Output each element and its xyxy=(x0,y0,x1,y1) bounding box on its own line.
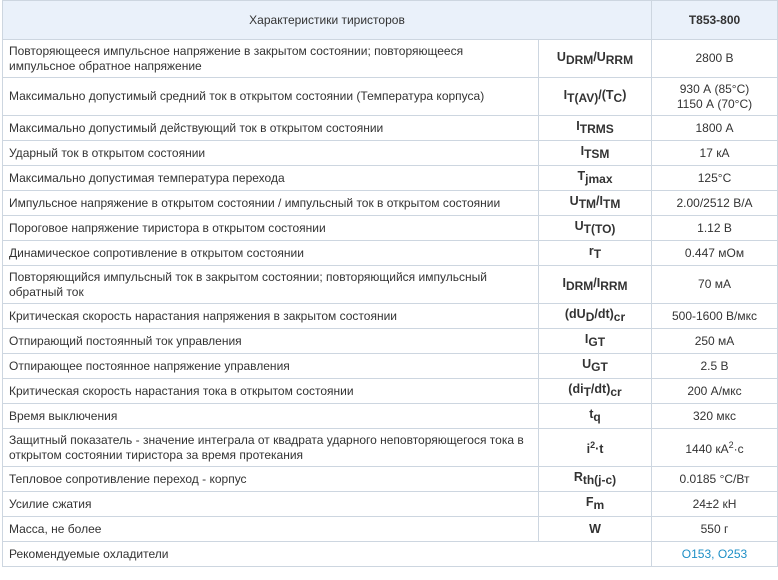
param-symbol: UT(TO) xyxy=(539,216,652,241)
param-name: Критическая скорость нарастания напряжения в закрытом состоянии xyxy=(3,304,539,329)
param-name: Максимально допустимая температура перехода xyxy=(3,166,539,191)
param-symbol: ITSM xyxy=(539,141,652,166)
table-row xyxy=(3,141,778,166)
param-symbol: Fm xyxy=(539,492,652,517)
coolers-label: Рекомендуемые охладители xyxy=(3,542,652,567)
table-row xyxy=(3,78,778,116)
param-symbol: UDRM/URRM xyxy=(539,40,652,78)
param-value: 1440 $кА^2\cdot с$ xyxy=(652,429,778,467)
param-symbol: $i^2\cdot t$ xyxy=(539,429,652,467)
param-symbol: (dUD/dt)cr xyxy=(539,304,652,329)
table-row xyxy=(3,379,778,404)
table-row xyxy=(3,354,778,379)
table-row xyxy=(3,329,778,354)
param-value: 250 мА xyxy=(652,329,778,354)
param-name: Пороговое напряжение тиристора в открытом состоянии xyxy=(3,216,539,241)
table-row xyxy=(3,241,778,266)
param-symbol: ITRMS xyxy=(539,116,652,141)
param-value: 0.447 мОм xyxy=(652,241,778,266)
param-symbol: UGT xyxy=(539,354,652,379)
param-value: 500-1600 В/мкс xyxy=(652,304,778,329)
param-symbol: IGT xyxy=(539,329,652,354)
param-symbol: Tjmax xyxy=(539,166,652,191)
param-name: Повторяющееся импульсное напряжение в закрытом состоянии; повторяющееся импульсное обратное напряжение xyxy=(3,40,539,78)
param-symbol: (diT/dt)cr xyxy=(539,379,652,404)
table-row xyxy=(3,166,778,191)
param-value: 70 мА xyxy=(652,266,778,304)
table-row xyxy=(3,191,778,216)
param-value: 2.00/2512 В/А xyxy=(652,191,778,216)
cooler-link-o153[interactable]: О153 xyxy=(681,546,712,561)
param-name: Усилие сжатия xyxy=(3,492,539,517)
param-name: Максимально допустимый действующий ток в открытом состоянии xyxy=(3,116,539,141)
param-name: Динамическое сопротивление в открытом состоянии xyxy=(3,241,539,266)
table-row xyxy=(3,266,778,304)
table-row xyxy=(3,40,778,78)
param-name: Максимально допустимый средний ток в открытом состоянии (Температура корпуса) xyxy=(3,78,539,116)
param-symbol: tq xyxy=(539,404,652,429)
table-header-row xyxy=(3,1,778,40)
param-name: Тепловое сопротивление переход - корпус xyxy=(3,467,539,492)
param-value: 1.12 В xyxy=(652,216,778,241)
param-value: 17 кА xyxy=(652,141,778,166)
table-row xyxy=(3,216,778,241)
param-value: 200 А/мкс xyxy=(652,379,778,404)
table-row xyxy=(3,467,778,492)
param-name: Повторяющийся импульсный ток в закрытом состоянии; повторяющийся импульсный обратный ток xyxy=(3,266,539,304)
cooler-link-o253[interactable]: О253 xyxy=(717,546,748,561)
param-name: Масса, не более xyxy=(3,517,539,542)
table-row xyxy=(3,304,778,329)
table-row-coolers xyxy=(3,542,778,567)
param-value: 125°С xyxy=(652,166,778,191)
header-model: Т853-800 xyxy=(652,1,778,40)
table-row xyxy=(3,116,778,141)
param-value: 24±2 кН xyxy=(652,492,778,517)
table-row xyxy=(3,429,778,467)
table-row xyxy=(3,517,778,542)
thyristor-specs-table xyxy=(2,0,778,567)
param-name: Отпирающее постоянное напряжение управления xyxy=(3,354,539,379)
param-symbol: Rth(j-c) xyxy=(539,467,652,492)
param-name: Ударный ток в открытом состоянии xyxy=(3,141,539,166)
param-name: Импульсное напряжение в открытом состоянии / импульсный ток в открытом состоянии xyxy=(3,191,539,216)
param-name: Отпирающий постоянный ток управления xyxy=(3,329,539,354)
param-value: 2800 В xyxy=(652,40,778,78)
param-symbol: IDRM/IRRM xyxy=(539,266,652,304)
param-symbol: UTM/ITM xyxy=(539,191,652,216)
param-symbol: W xyxy=(539,517,652,542)
param-symbol: rT xyxy=(539,241,652,266)
param-name: Защитный показатель - значение интеграла от квадрата ударного неповторяющегося тока в открытом состоянии тиристора за время протекания xyxy=(3,429,539,467)
param-value: 1800 А xyxy=(652,116,778,141)
param-value: 2.5 В xyxy=(652,354,778,379)
header-title: Характеристики тиристоров xyxy=(3,1,652,40)
param-value: 320 мкс xyxy=(652,404,778,429)
param-value: 550 г xyxy=(652,517,778,542)
table-row xyxy=(3,404,778,429)
param-value: 0.0185 °С/Вт xyxy=(652,467,778,492)
param-name: Критическая скорость нарастания тока в открытом состоянии xyxy=(3,379,539,404)
param-value: 930 А (85°С) 1150 А (70°С) xyxy=(652,78,778,116)
param-symbol: IT(AV)/(TC) xyxy=(539,78,652,116)
coolers-links xyxy=(652,542,778,567)
cooler-link-separator: , xyxy=(711,546,718,561)
table-row xyxy=(3,492,778,517)
param-name: Время выключения xyxy=(3,404,539,429)
